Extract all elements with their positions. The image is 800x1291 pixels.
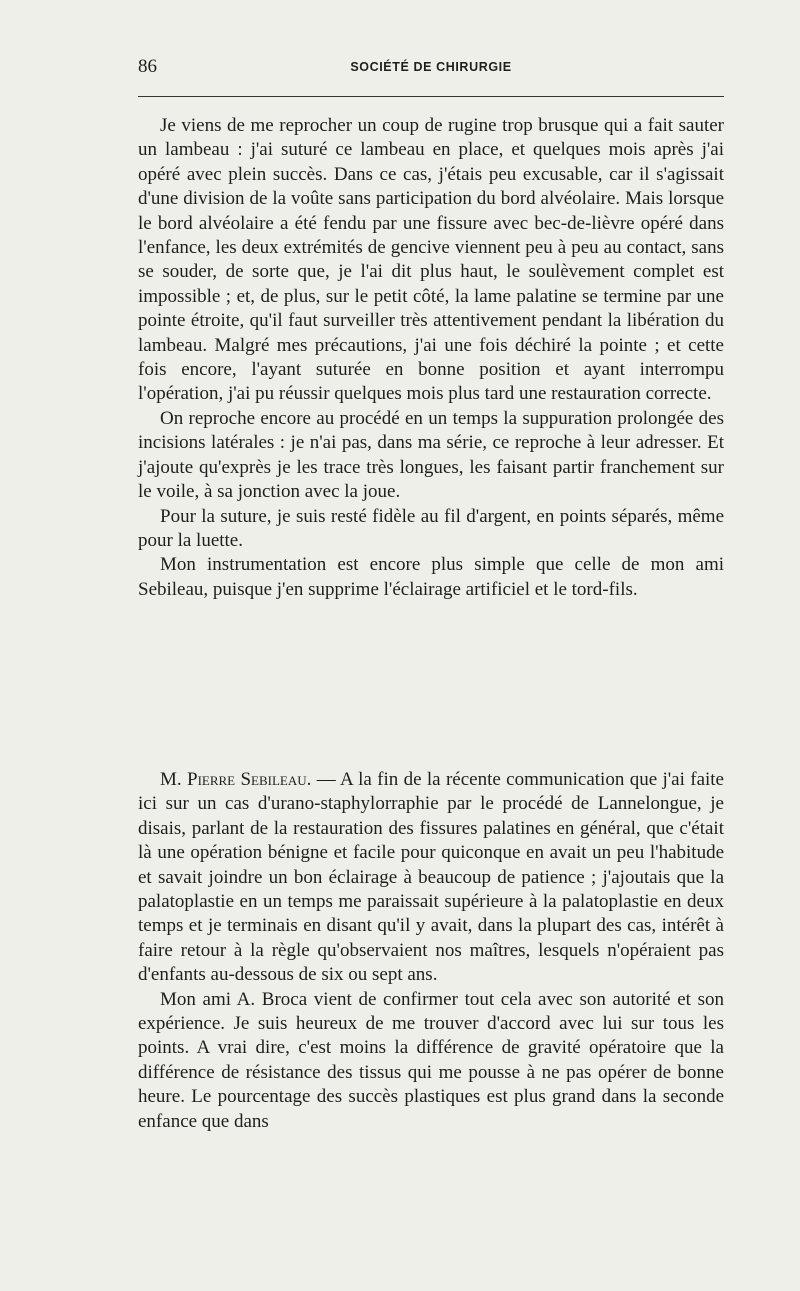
journal-title: SOCIÉTÉ DE CHIRURGIE xyxy=(350,60,512,74)
header-rule xyxy=(138,96,724,97)
paragraph: On reproche encore au procédé en un temps la suppuration prolongée des incisions latérales : je n'ai pas, dans ma série, ce reproche à leur adresser. Et j'ajoute qu'exprès je les trace très longues, les faisant partir franchement sur le voile, à sa jonction avec la joue. xyxy=(138,407,724,503)
paragraph: Mon instrumentation est encore plus simple que celle de mon ami Sebileau, puisque j'en supprime l'éclairage artificiel et le tord-fils. xyxy=(138,554,724,600)
sebileau-text xyxy=(138,768,724,1134)
paragraph: Je viens de me reprocher un coup de rugine trop brusque qui a fait sauter un lambeau : j'ai suturé ce lambeau en place, et quelques mois après j'ai opéré avec plein succès. Dans ce cas, j'étais peu excusable, car il s'agissait d'une division de la voûte sans participation du bord alvéolaire. Mais lorsque le bord alvéolaire a été fendu par une fissure avec bec-de-lièvre opéré dans l'enfance, les deux extrémités de gencive viennent peu à peu au contact, sans se souder, de sorte que, je l'ai dit plus haut, le soulèvement complet est impossible ; et, de plus, sur le petit côté, la lame palatine se termine par une pointe étroite, qu'il faut surveiller très attentivement pendant la libération du lambeau. Malgré mes précautions, j'ai une fois déchiré la pointe ; et cette fois encore, l'ayant suturée en bonne position et ayant interrompu l'opération, j'ai pu réussir quelques mois plus tard une restauration correcte. xyxy=(138,115,724,405)
speaker-name: M. Pierre Sebileau. xyxy=(160,769,312,790)
running-head xyxy=(138,56,724,84)
page-number: 86 xyxy=(138,56,157,77)
paragraph xyxy=(138,768,724,988)
paragraph: Pour la suture, je suis resté fidèle au fil d'argent, en points séparés, même pour la luette. xyxy=(138,505,724,551)
speaker-statement: — A la fin de la récente communication que j'ai faite ici sur un cas d'urano-staphylorraphie par le procédé de Lannelongue, je disais, parlant de la restauration des fissures palatines en général, que c'était là une opération bénigne et facile pour quiconque en avait un peu l'habitude et savait joindre un bon éclairage à beaucoup de patience ; j'ajoutais que la palatoplastie en un temps me paraissait supérieure à la palatoplastie en deux temps et je terminais en disant qu'il y avait, dans la plupart des cas, intérêt à faire retour à la règle qu'observaient nos maîtres, lesquels n'opéraient pas d'enfants au-dessous de six ou sept ans. xyxy=(138,769,724,986)
broca-text xyxy=(138,114,724,602)
paragraph: Mon ami A. Broca vient de confirmer tout cela avec son autorité et son expérience. Je suis heureux de me trouver d'accord avec lui sur tous les points. A vrai dire, c'est moins la différence de gravité opératoire que la différence de résistance des tissus qui me pousse à ne pas opérer de bonne heure. Le pourcentage des succès plastiques est plus grand dans la seconde enfance que dans xyxy=(138,988,724,1132)
